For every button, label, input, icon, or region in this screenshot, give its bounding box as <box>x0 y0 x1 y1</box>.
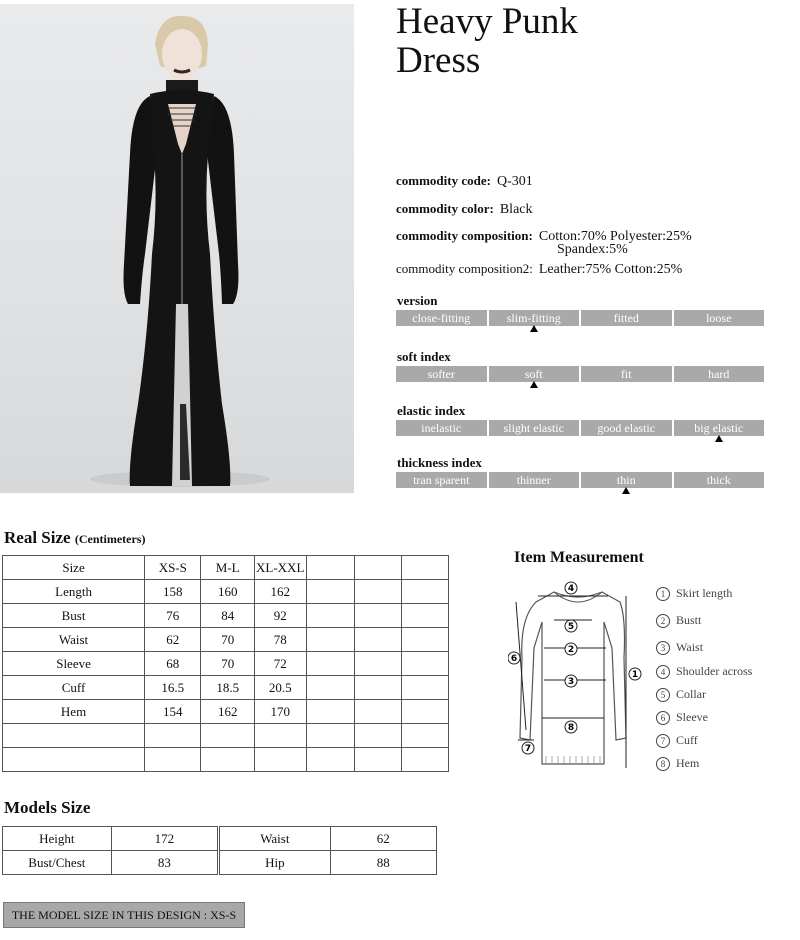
table-cell <box>306 580 354 604</box>
commodity-composition2 <box>396 261 682 278</box>
table-cell <box>354 748 401 772</box>
table-cell <box>354 724 401 748</box>
table-cell: 20.5 <box>254 676 306 700</box>
index-option-label: close-fitting <box>412 311 471 325</box>
legend-number: 6 <box>656 711 670 725</box>
index-label: version <box>397 293 438 308</box>
legend-item <box>656 756 699 771</box>
commodity-color <box>396 201 533 218</box>
selected-marker-icon <box>530 325 538 332</box>
legend-item <box>656 613 701 628</box>
commodity-composition <box>396 228 692 245</box>
index-scale <box>396 366 764 382</box>
legend-item <box>656 710 708 725</box>
svg-text:3: 3 <box>567 677 575 687</box>
index-option <box>674 366 765 382</box>
svg-text:2: 2 <box>567 645 575 655</box>
index-option-label: softer <box>427 367 455 381</box>
table-cell: 162 <box>254 580 306 604</box>
legend-label: Hem <box>676 756 700 770</box>
index-scale <box>396 472 764 488</box>
table-cell: Cuff <box>3 676 145 700</box>
commodity-composition-value-line2: Spandex:5% <box>557 242 628 257</box>
model-dress-illustration <box>0 4 354 493</box>
table-cell <box>145 724 201 748</box>
index-option <box>674 310 765 326</box>
table-cell: 160 <box>201 580 254 604</box>
table-row <box>3 580 449 604</box>
legend-label: Collar <box>676 687 706 701</box>
legend-item <box>656 640 703 655</box>
svg-text:4: 4 <box>567 584 575 594</box>
selected-marker-icon <box>622 487 630 494</box>
commodity-composition-label: commodity composition: <box>396 228 533 243</box>
real-size-title <box>4 528 145 548</box>
table-cell <box>201 724 254 748</box>
table-cell: 70 <box>201 652 254 676</box>
table-cell: 158 <box>145 580 201 604</box>
svg-text:8: 8 <box>567 723 575 733</box>
legend-number: 2 <box>656 614 670 628</box>
table-cell <box>401 724 448 748</box>
table-cell: Waist <box>3 628 145 652</box>
table-cell: Height <box>3 827 112 851</box>
index-label: soft index <box>397 349 451 364</box>
table-row <box>3 628 449 652</box>
legend-number: 1 <box>656 587 670 601</box>
table-cell <box>401 580 448 604</box>
index-option <box>581 310 672 326</box>
index-option <box>674 472 765 488</box>
index-option <box>396 366 487 382</box>
index-option-label: thin <box>616 473 636 487</box>
table-cell <box>401 556 448 580</box>
index-option-label: soft <box>524 367 543 381</box>
table-cell <box>201 748 254 772</box>
legend-label: Cuff <box>676 733 698 747</box>
table-cell: Size <box>3 556 145 580</box>
index-option-label: thick <box>706 473 731 487</box>
commodity-code-label: commodity code: <box>396 173 491 188</box>
index-label: thickness index <box>397 455 482 470</box>
table-header-row <box>3 556 449 580</box>
table-cell <box>401 748 448 772</box>
table-cell <box>3 724 145 748</box>
index-option <box>674 420 765 436</box>
legend-number: 4 <box>656 665 670 679</box>
table-cell <box>354 676 401 700</box>
legend-item <box>656 586 732 601</box>
table-cell <box>354 556 401 580</box>
table-cell: Waist <box>219 827 330 851</box>
index-option-label: fitted <box>613 311 639 325</box>
table-row <box>3 676 449 700</box>
index-option-label: thinner <box>516 473 551 487</box>
table-cell: XS-S <box>145 556 201 580</box>
table-cell <box>306 724 354 748</box>
table-row <box>3 604 449 628</box>
real-size-unit: (Centimeters) <box>74 532 146 546</box>
table-cell: 172 <box>111 827 218 851</box>
legend-label: Bustt <box>676 613 702 627</box>
index-option-label: slim-fitting <box>506 311 561 325</box>
legend-number: 7 <box>656 734 670 748</box>
index-option-label: good elastic <box>597 421 656 435</box>
index-label: elastic index <box>397 403 466 418</box>
commodity-composition-value: Cotton:70% Polyester:25% <box>538 229 692 244</box>
commodity-composition2-value: Leather:75% Cotton:25% <box>538 262 683 277</box>
index-option <box>396 472 487 488</box>
table-row <box>3 851 437 875</box>
selected-marker-icon <box>715 435 723 442</box>
table-cell: Length <box>3 580 145 604</box>
table-cell <box>306 556 354 580</box>
legend-label: Waist <box>676 640 704 654</box>
legend-label: Skirt length <box>676 586 733 600</box>
table-cell <box>306 628 354 652</box>
index-option-label: loose <box>706 311 732 325</box>
index-option <box>581 472 672 488</box>
svg-text:6: 6 <box>510 654 518 664</box>
index-scale <box>396 310 764 326</box>
table-row <box>3 652 449 676</box>
selected-marker-icon <box>530 381 538 388</box>
index-option <box>489 472 580 488</box>
index-option-label: slight elastic <box>503 421 564 435</box>
table-cell: 84 <box>201 604 254 628</box>
index-option <box>489 420 580 436</box>
table-cell <box>354 604 401 628</box>
commodity-code-value: Q-301 <box>496 174 533 189</box>
table-cell <box>401 604 448 628</box>
index-option <box>581 366 672 382</box>
table-cell: 162 <box>201 700 254 724</box>
legend-number: 5 <box>656 688 670 702</box>
index-option-label: big elastic <box>694 421 744 435</box>
table-cell <box>306 748 354 772</box>
legend-number: 3 <box>656 641 670 655</box>
table-cell: 18.5 <box>201 676 254 700</box>
table-cell <box>254 748 306 772</box>
table-cell: 16.5 <box>145 676 201 700</box>
table-cell: Bust/Chest <box>3 851 112 875</box>
model-size-note: THE MODEL SIZE IN THIS DESIGN : XS-S <box>3 902 245 928</box>
table-row <box>3 700 449 724</box>
table-cell <box>145 748 201 772</box>
table-cell: 62 <box>145 628 201 652</box>
models-size-table <box>2 826 437 875</box>
commodity-color-value: Black <box>499 202 533 217</box>
table-cell <box>401 652 448 676</box>
table-cell <box>401 676 448 700</box>
table-cell: 83 <box>111 851 218 875</box>
table-cell <box>354 628 401 652</box>
index-scale <box>396 420 764 436</box>
legend-label: Sleeve <box>676 710 708 724</box>
legend-item <box>656 733 698 748</box>
item-measurement-title: Item Measurement <box>514 549 644 566</box>
table-cell <box>354 580 401 604</box>
product-title <box>396 2 578 80</box>
index-option <box>396 310 487 326</box>
table-cell <box>3 748 145 772</box>
table-cell <box>354 700 401 724</box>
table-cell: 78 <box>254 628 306 652</box>
product-title-line2: Dress <box>396 40 481 81</box>
table-cell: 92 <box>254 604 306 628</box>
table-cell: Sleeve <box>3 652 145 676</box>
table-cell: 88 <box>330 851 436 875</box>
table-cell: 154 <box>145 700 201 724</box>
garment-diagram <box>508 578 648 774</box>
table-cell <box>306 652 354 676</box>
table-cell <box>354 652 401 676</box>
models-size-title: Models Size <box>4 798 91 817</box>
table-cell: Hem <box>3 700 145 724</box>
real-size-heading: Real Size <box>4 528 71 547</box>
legend-item <box>656 664 752 679</box>
table-cell: Bust <box>3 604 145 628</box>
index-option-label: fit <box>620 367 632 381</box>
svg-text:5: 5 <box>567 622 575 632</box>
table-cell: Hip <box>219 851 330 875</box>
commodity-composition2-label: commodity composition2: <box>396 261 533 276</box>
table-cell: 62 <box>330 827 436 851</box>
table-cell: XL-XXL <box>254 556 306 580</box>
table-cell <box>254 724 306 748</box>
table-row <box>3 748 449 772</box>
index-option-label: hard <box>708 367 730 381</box>
table-cell <box>306 604 354 628</box>
table-cell <box>401 700 448 724</box>
table-row <box>3 724 449 748</box>
legend-item <box>656 687 706 702</box>
table-cell <box>306 700 354 724</box>
table-row <box>3 827 437 851</box>
commodity-code <box>396 173 533 190</box>
table-cell: 72 <box>254 652 306 676</box>
commodity-color-label: commodity color: <box>396 201 494 216</box>
index-option <box>396 420 487 436</box>
index-option-label: inelastic <box>421 421 462 435</box>
index-option <box>489 310 580 326</box>
svg-text:7: 7 <box>524 744 532 754</box>
product-title-line1: Heavy Punk <box>396 1 578 42</box>
product-photo <box>0 4 354 493</box>
index-option <box>489 366 580 382</box>
table-cell <box>306 676 354 700</box>
table-cell: 76 <box>145 604 201 628</box>
legend-number: 8 <box>656 757 670 771</box>
table-cell <box>401 628 448 652</box>
table-cell: 170 <box>254 700 306 724</box>
index-option-label: tran sparent <box>413 473 470 487</box>
table-cell: 68 <box>145 652 201 676</box>
index-option <box>581 420 672 436</box>
table-cell: M-L <box>201 556 254 580</box>
legend-label: Shoulder across <box>676 664 753 678</box>
table-cell: 70 <box>201 628 254 652</box>
real-size-table <box>2 555 449 772</box>
svg-text:1: 1 <box>631 670 639 680</box>
